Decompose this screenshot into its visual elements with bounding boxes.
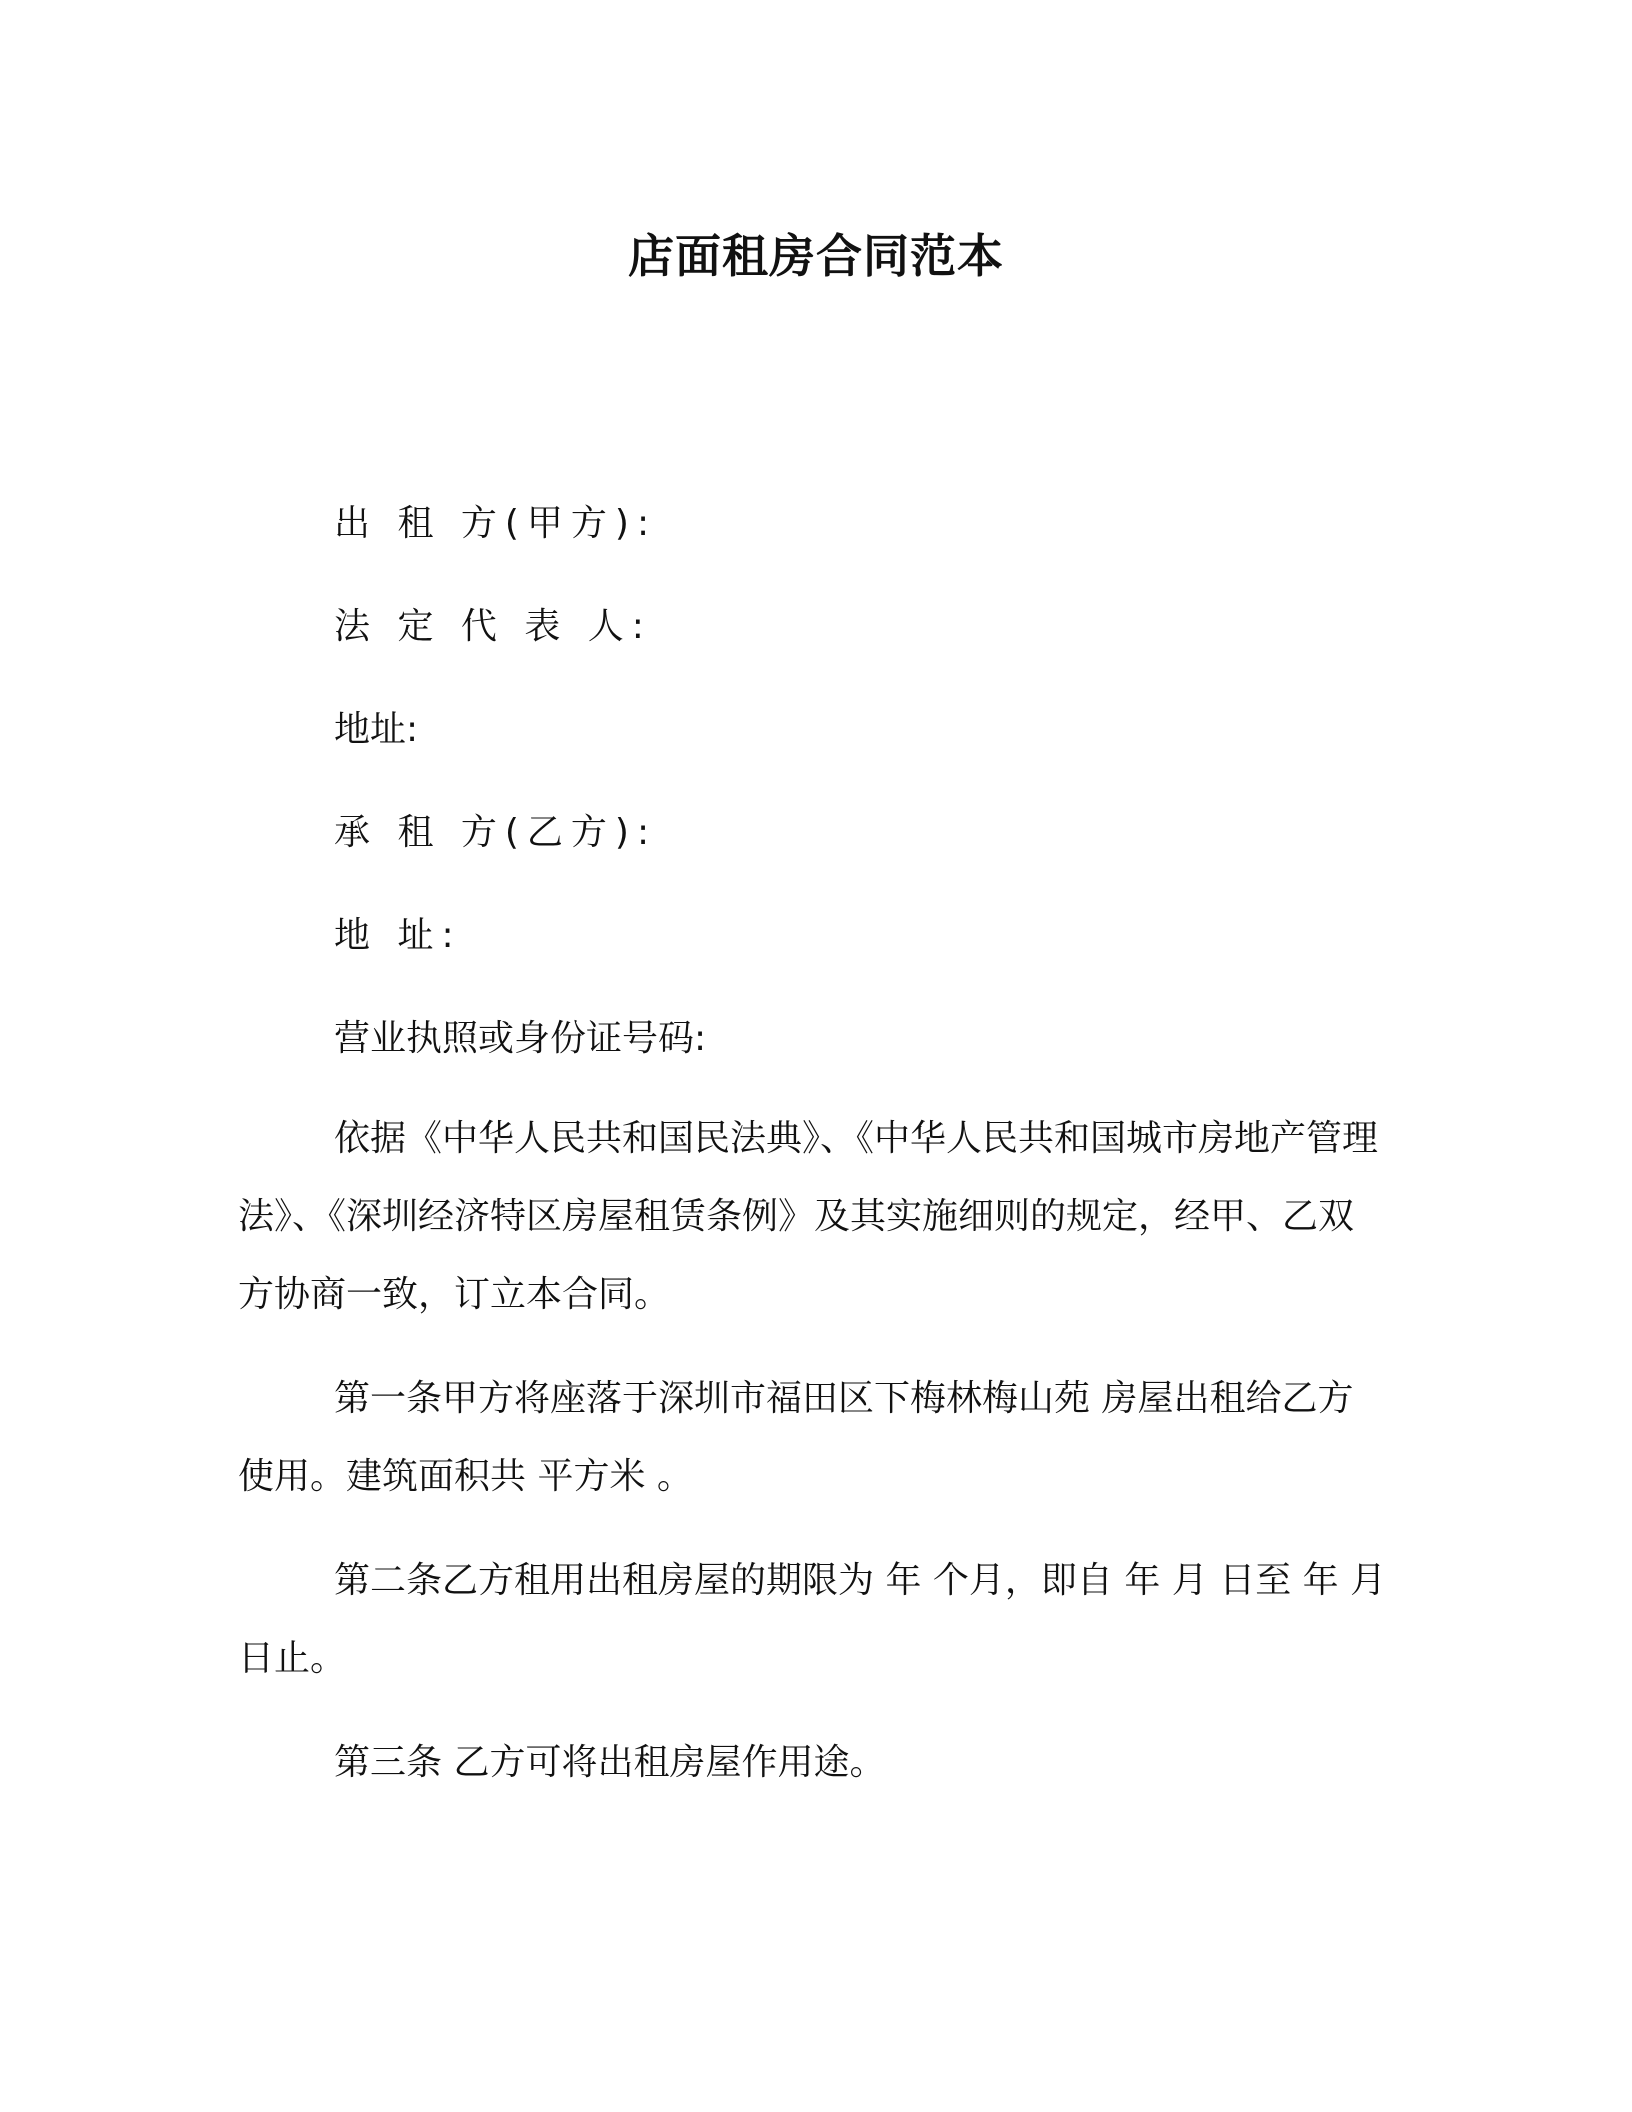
lessee-field-label: 承 租 方(乙方): bbox=[334, 812, 658, 853]
lessee-address-field-label: 地 址: bbox=[334, 915, 462, 956]
lessor-address-field-label: 地址: bbox=[334, 709, 419, 750]
article-2-paragraph: 第二条乙方租用出租房屋的期限为 年 个月，即自 年 月 日至 年 月日止。 bbox=[238, 1560, 1387, 1679]
article-3-paragraph: 第三条 乙方可将出租房屋作用途。 bbox=[334, 1742, 886, 1783]
preamble-paragraph: 依据《中华人民共和国民法典》、《中华人民共和国城市房地产管理法》、《深圳经济特区房屋租赁条例》及其实施细则的规定，经甲、乙双方协商一致，订立本合同。 bbox=[238, 1118, 1379, 1315]
lessor-field-label: 出 租 方(甲方): bbox=[334, 503, 658, 544]
id-number-field-label: 营业执照或身份证号码: bbox=[334, 1018, 707, 1059]
document-title: 店面租房合同范本 bbox=[628, 229, 1004, 283]
article-1-paragraph: 第一条甲方将座落于深圳市福田区下梅林梅山苑 房屋出租给乙方使用。建筑面积共 平方米 。 bbox=[238, 1378, 1354, 1497]
legal-representative-field-label: 法 定 代 表 人: bbox=[334, 606, 652, 647]
